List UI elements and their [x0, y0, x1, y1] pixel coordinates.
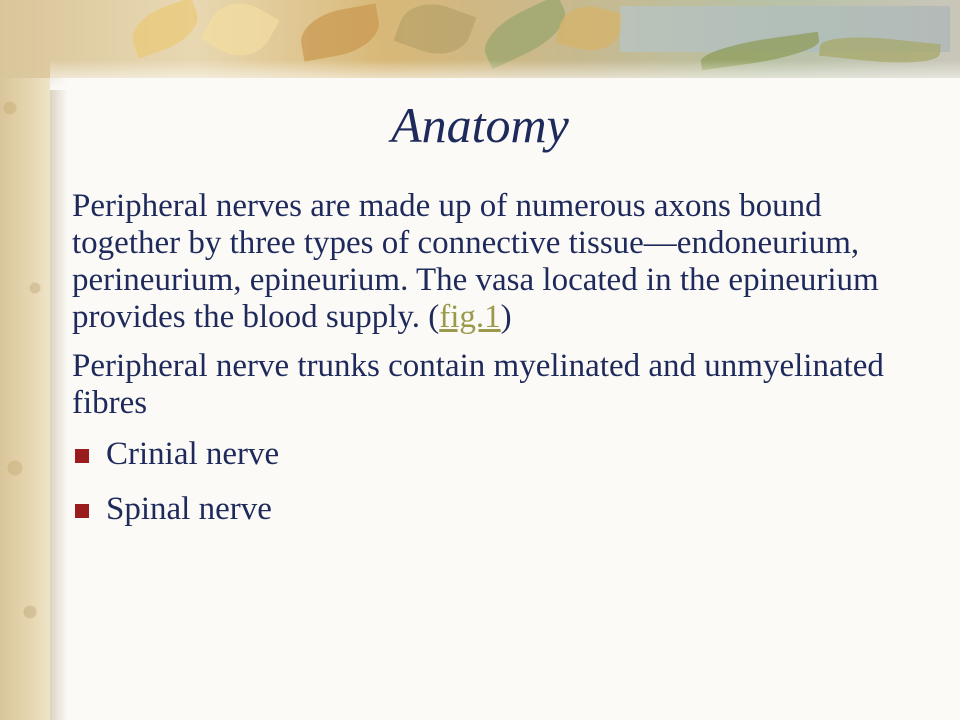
bullet-text: Crinial nerve [106, 436, 280, 472]
square-bullet-icon [75, 504, 89, 518]
paragraph-nerve-structure [72, 188, 932, 336]
paragraph-text: Peripheral nerves are made up of numerous axons bound together by three types of connective tissue—endoneurium, perineurium, epineurium. The vasa located in the epineurium provides the blood supply. ( [72, 188, 879, 335]
slide-title: Anatomy [391, 97, 569, 153]
slide-body [72, 188, 932, 546]
paragraph-closing: ) [500, 299, 512, 335]
fig-1-link[interactable]: fig.1 [439, 299, 501, 335]
list-item [72, 491, 932, 528]
list-item [72, 436, 932, 473]
bullet-text: Spinal nerve [106, 491, 272, 527]
square-bullet-icon [75, 449, 89, 463]
banner-fade [50, 60, 960, 90]
paragraph-nerve-trunks: Peripheral nerve trunks contain myelinated and unmyelinated fibres [72, 348, 884, 421]
strip-shadow [50, 75, 68, 720]
bullet-list [72, 436, 932, 528]
